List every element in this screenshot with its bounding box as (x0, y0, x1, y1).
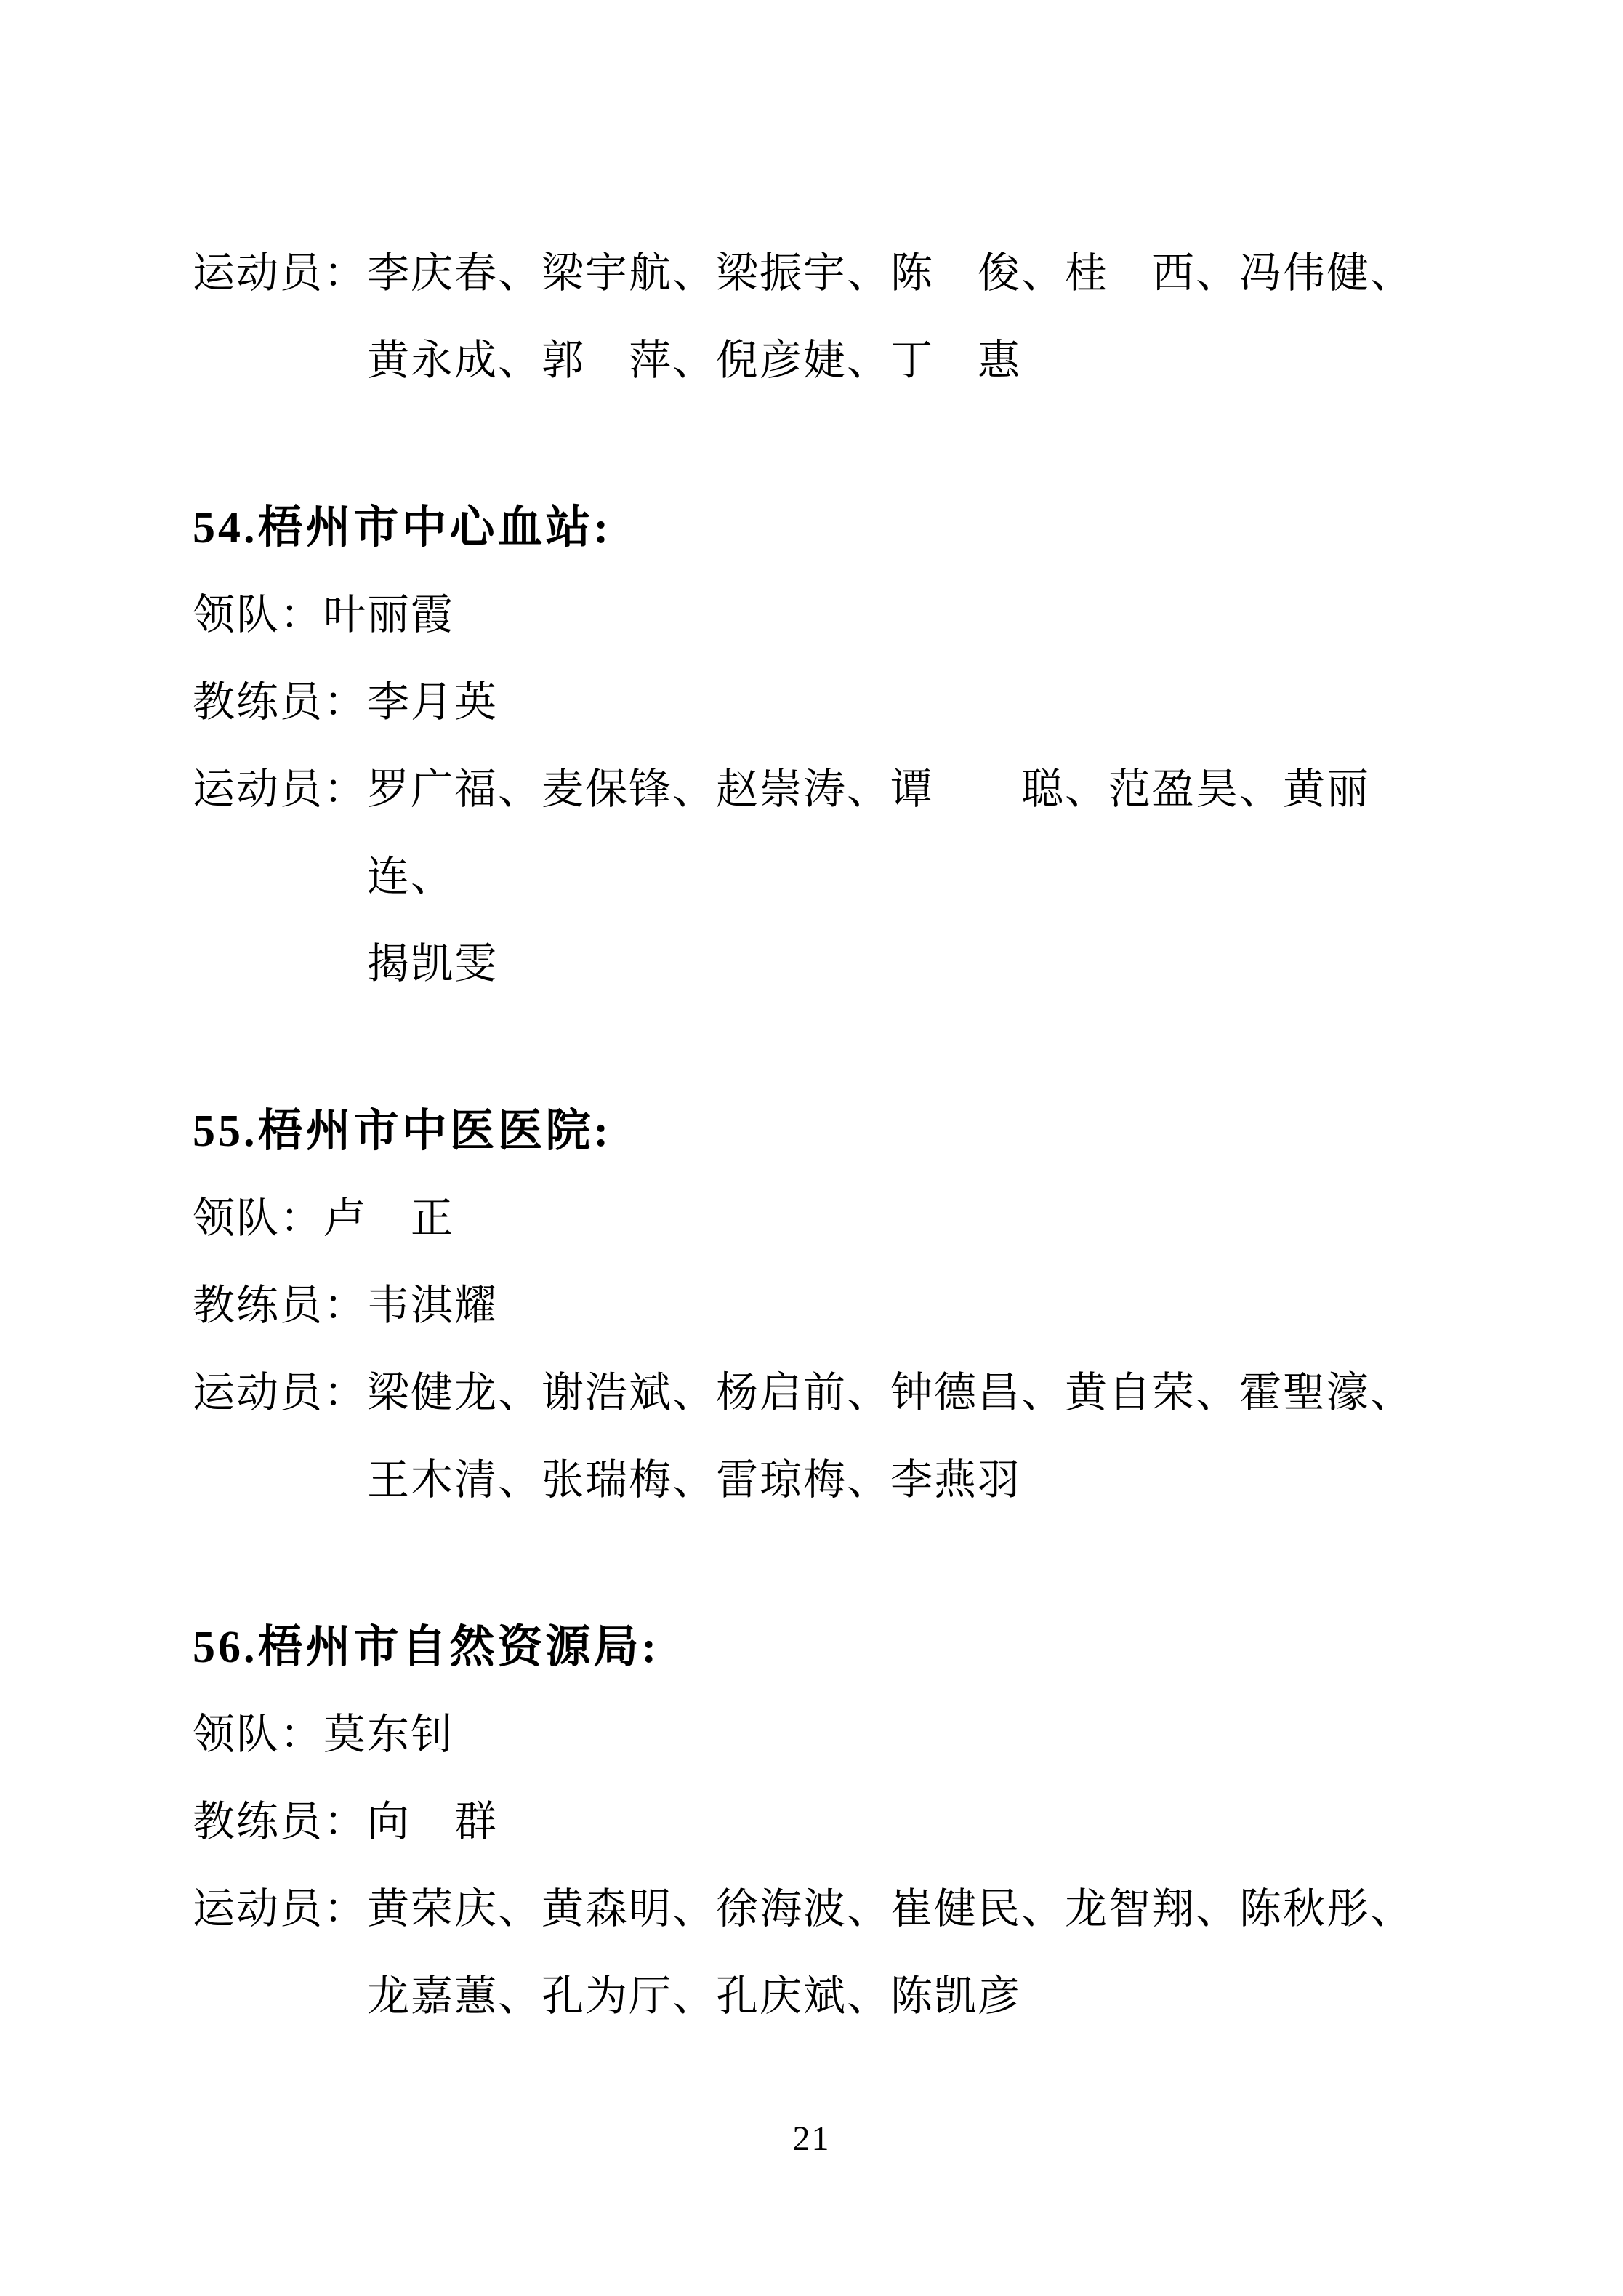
coach-name: 韦淇耀 (367, 1282, 499, 1329)
athletes-line: 黄永成、郭 萍、倪彦婕、丁 惠 (367, 337, 1022, 384)
coach-label: 教练员： (193, 1798, 368, 1845)
leader-name: 卢 正 (323, 1195, 455, 1242)
athletes-paragraph-56 (193, 1866, 1445, 2040)
athletes-line: 龙嘉蕙、孔为厅、孔庆斌、陈凯彦 (367, 1972, 1022, 2020)
coach-label: 教练员： (193, 678, 368, 726)
leader-name: 叶丽霞 (323, 591, 455, 638)
athletes-names (367, 746, 1445, 1008)
athletes-names (367, 1349, 1445, 1524)
coach-line-56 (193, 1778, 1445, 1866)
athletes-line: 李庆春、梁宇航、梁振宇、陈 俊、桂 西、冯伟健、 (367, 249, 1414, 297)
athletes-line: 黄荣庆、黄森明、徐海波、崔健民、龙智翔、陈秋彤、 (367, 1885, 1414, 1932)
athletes-paragraph-55 (193, 1349, 1445, 1524)
leader-label: 领队： (193, 591, 324, 638)
leader-line-54 (193, 571, 1445, 659)
athletes-line: 罗广福、麦保锋、赵崇涛、谭 聪、范盈昊、黄丽连、 (367, 766, 1371, 900)
athletes-paragraph-54 (193, 746, 1445, 1008)
section-heading-56: 56.梧州市自然资源局: (193, 1623, 660, 1672)
leader-label: 领队： (193, 1711, 324, 1758)
athletes-line: 揭凯雯 (367, 940, 499, 987)
coach-name: 李月英 (367, 678, 499, 726)
leader-label: 领队： (193, 1195, 324, 1242)
coach-line-54 (193, 659, 1445, 746)
coach-line-55 (193, 1262, 1445, 1349)
leader-name: 莫东钊 (323, 1711, 455, 1758)
athletes-paragraph-continuation (193, 230, 1445, 404)
athletes-line: 王木清、张瑞梅、雷琼梅、李燕羽 (367, 1456, 1022, 1504)
leader-line-55 (193, 1175, 1445, 1262)
section-heading-54: 54.梧州市中心血站: (193, 503, 612, 553)
coach-name: 向 群 (367, 1798, 499, 1845)
page-number: 21 (792, 2119, 831, 2158)
athletes-label: 运动员： (193, 766, 368, 813)
document-content (193, 230, 1445, 2040)
section-heading-55: 55.梧州市中医医院: (193, 1107, 612, 1156)
athletes-label: 运动员： (193, 249, 368, 297)
leader-line-56 (193, 1691, 1445, 1778)
athletes-label: 运动员： (193, 1885, 368, 1932)
athletes-names (367, 230, 1445, 404)
athletes-names (367, 1866, 1445, 2040)
coach-label: 教练员： (193, 1282, 368, 1329)
athletes-label: 运动员： (193, 1369, 368, 1416)
athletes-line: 梁健龙、谢浩斌、杨启前、钟德昌、黄自荣、霍聖濠、 (367, 1369, 1414, 1416)
